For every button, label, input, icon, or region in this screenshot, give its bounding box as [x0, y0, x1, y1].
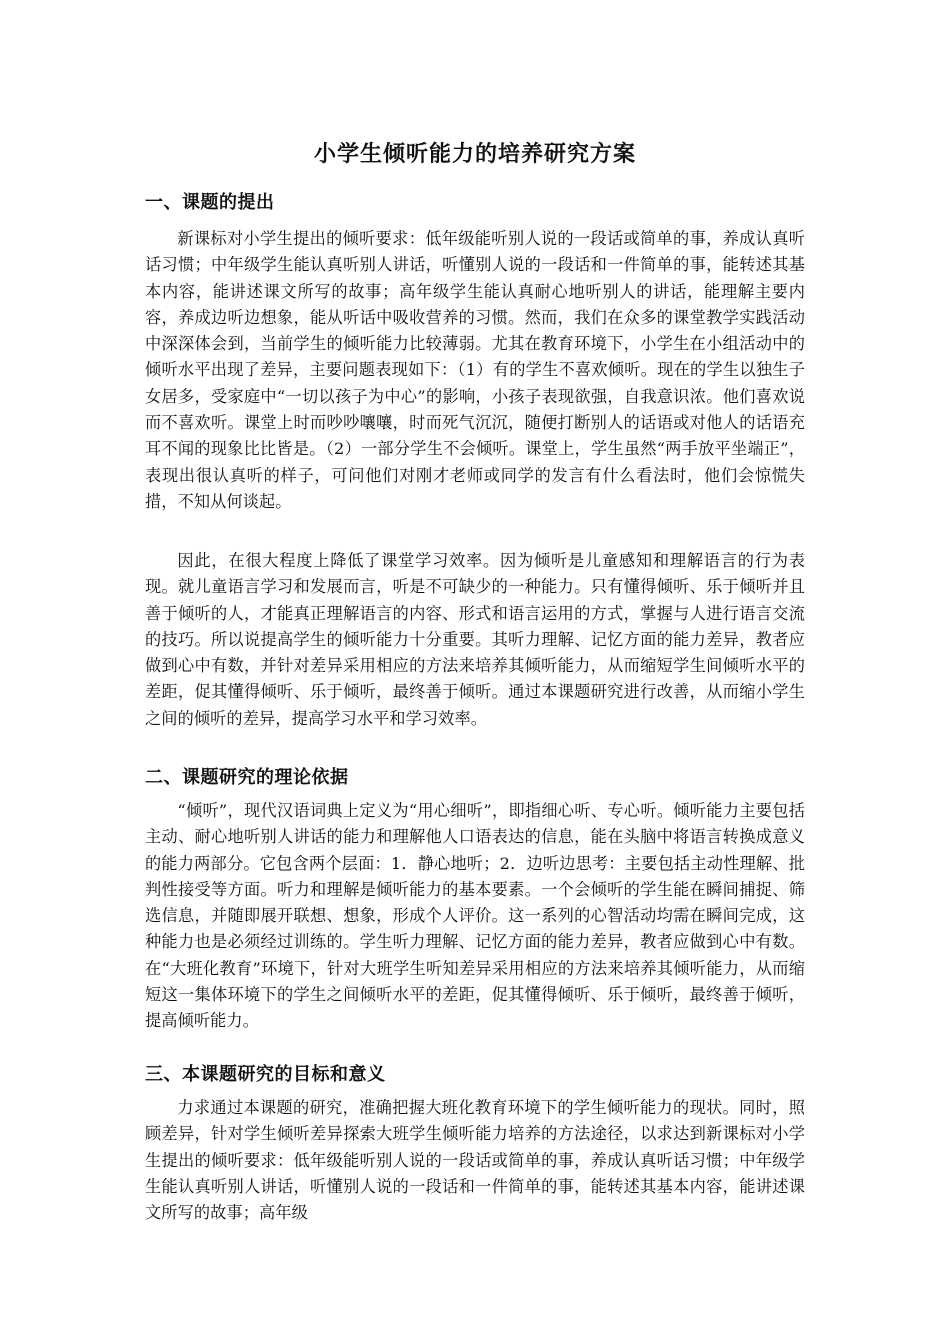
section-heading-2: 二、课题研究的理论依据 — [145, 767, 349, 788]
section-2-paragraph-1: “倾听”，现代汉语词典上定义为“用心细听”，即指细心听、专心听。倾听能力主要包括主动、耐心地听别人讲话的能力和理解他人口语表达的信息，能在头脑中将语言转换成意义的能力两部分。它包含两个层面：1．静心地听；2．边听边思考：主要包括主动性理解、批判性接受等方面。听力和理解是倾听能力的基本要素。一个会倾听的学生能在瞬间捕捉、筛选信息，并随即展开联想、想象，形成个人评价。这一系列的心智活动均需在瞬间完成，这种能力也是必须经过训练的。学生听力理解、记忆方面的能力差异，教者应做到心中有数。在“大班化教育”环境下，针对大班学生听知差异采用相应的方法来培养其倾听能力，从而缩短这一集体环境下的学生之间倾听水平的差距，促其懂得倾听、乐于倾听，最终善于倾听，提高倾听能力。 — [145, 801, 805, 1031]
document-title: 小学生倾听能力的培养研究方案 — [313, 141, 636, 167]
section-1-paragraph-1: 新课标对小学生提出的倾听要求：低年级能听别人说的一段话或简单的事，养成认真听话习惯；中年级学生能认真听别人讲话，听懂别人说的一段话和一件简单的事，能转述其基本内容，能讲述课文所写的故事；高年级学生能认真耐心地听别人的讲话，能理解主要内容，养成边听边想象，能从听话中吸收营养的习惯。然而，我们在众多的课堂教学实践活动中深深体会到，当前学生的倾听能力比较薄弱。尤其在教育环境下，小学生在小组活动中的倾听水平出现了差异，主要问题表现如下：（1）有的学生不喜欢倾听。现在的学生以独生子女居多，受家庭中“一切以孩子为中心”的影响，小孩子表现欲强，自我意识浓。他们喜欢说而不喜欢听。课堂上时而吵吵嚷嚷，时而死气沉沉，随便打断别人的话语或对他人的话语充耳不闻的现象比比皆是。（2）一部分学生不会倾听。课堂上，学生虽然“两手放平坐端正”，表现出很认真听的样子，可问他们对刚才老师或同学的发言有什么看法时，他们会惊慌失措，不知从何谈起。 — [145, 229, 805, 511]
section-1-paragraph-2: 因此，在很大程度上降低了课堂学习效率。因为倾听是儿童感知和理解语言的行为表现。就儿童语言学习和发展而言，听是不可缺少的一种能力。只有懂得倾听、乐于倾听并且善于倾听的人，才能真正理解语言的内容、形式和语言运用的方式，掌握与人进行语言交流的技巧。所以说提高学生的倾听能力十分重要。其听力理解、记忆方面的能力差异，教者应做到心中有数，并针对差异采用相应的方法来培养其倾听能力，从而缩短学生间倾听水平的差距，促其懂得倾听、乐于倾听，最终善于倾听。通过本课题研究进行改善，从而缩小学生之间的倾听的差异，提高学习水平和学习效率。 — [145, 551, 805, 728]
section-heading-1: 一、课题的提出 — [145, 192, 275, 213]
section-heading-3: 三、本课题研究的目标和意义 — [145, 1064, 386, 1085]
section-3-paragraph-1: 力求通过本课题的研究，准确把握大班化教育环境下的学生倾听能力的现状。同时，照顾差异，针对学生倾听差异探索大班学生倾听能力培养的方法途径，以求达到新课标对小学生提出的倾听要求：低年级能听别人说的一段话或简单的事，养成认真听话习惯；中年级学生能认真听别人讲话，听懂别人说的一段话和一件简单的事，能转述其基本内容，能讲述课文所写的故事；高年级 — [145, 1098, 805, 1223]
